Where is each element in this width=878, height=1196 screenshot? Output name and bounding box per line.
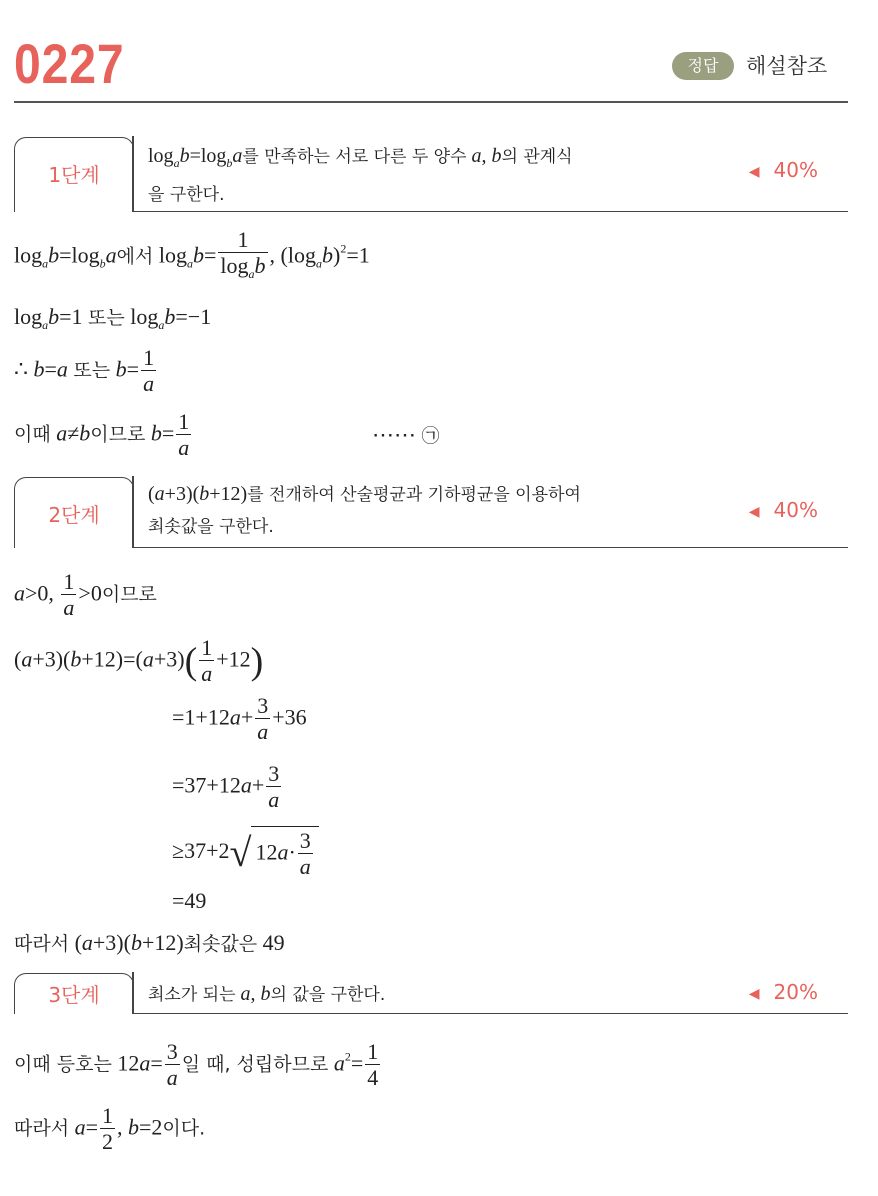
stage-1-percent: ◀ 40% — [748, 158, 818, 182]
stage-2-conclusion: 따라서 (a+3)(b+12)최솟값은 49 — [14, 930, 285, 955]
stage-1-label: 1단계 — [48, 163, 100, 187]
stage-3-percent: ◀ 20% — [748, 980, 818, 1004]
stage-divider — [14, 1013, 848, 1015]
equation-marker: ⋯⋯ ㉠ — [372, 422, 440, 447]
stage-2-line-5: ≥37+2√ 12a· $\frac{3}{a}$ — [172, 826, 319, 880]
stage-3-tab — [14, 973, 134, 1014]
stage-1-row — [14, 136, 848, 212]
stage-1-line-4: 이때 a≠b이므로 b= $\frac{1}{a}$ — [14, 409, 190, 460]
stage-3-description: 최소가 되는 a, b의 값을 구한다. — [148, 983, 386, 1005]
stage-3-line-2: 따라서 a= $\frac{1}{2}$ , b=2이다. — [14, 1103, 206, 1154]
stage-divider-vertical — [132, 972, 134, 1014]
stage-divider-vertical — [132, 136, 134, 212]
stage-1-description: $\log_ab=\log_ba$를 만족하는 서로 다른 두 양수 a, b의 관계식 을 구한다. — [148, 145, 573, 205]
stage-3-line-1: 이때 등호는 12a= $\frac{3}{a}$ 일 때, 성립하므로 $a^2=$ $\frac{1}{4}$ — [14, 1039, 379, 1090]
stage-2-line-6: =49 — [172, 888, 207, 913]
stage-2-line-4: =37+12a+ $\frac{3}{a}$ — [172, 761, 280, 812]
stage-3-row — [14, 972, 848, 1014]
stage-2-line-3: =1+12a+ $\frac{3}{a}$ +36 — [172, 693, 307, 744]
stage-1-line-3: ∴ b=a 또는 b= $\frac{1}{a}$ — [14, 345, 155, 396]
stage-divider-vertical — [132, 476, 134, 548]
left-triangle-icon: ◀ — [748, 504, 760, 520]
header-divider — [14, 101, 848, 103]
stage-divider — [14, 547, 848, 549]
stage-2-line-2: (a+3)(b+12)=(a+3)( $\frac{1}{a}$ +12) — [14, 635, 264, 686]
stage-1-line-2: $\log_ab=1$ 또는 $\log_ab=-1$ — [14, 304, 212, 332]
stage-2-row — [14, 476, 848, 548]
answer-badge: 정답 — [672, 52, 734, 80]
stage-3-label: 3단계 — [48, 983, 100, 1007]
stage-1-tab — [14, 137, 134, 212]
stage-2-description: (a+3)(b+12)를 전개하여 산술평균과 기하평균을 이용하여 최솟값을 구한다. — [148, 483, 581, 537]
stage-2-line-1: a>0, $\frac{1}{a}$ >0이므로 — [14, 569, 157, 620]
left-triangle-icon: ◀ — [748, 164, 760, 180]
stage-2-percent: ◀ 40% — [748, 498, 818, 522]
answer-reference-text: 해설참조 — [746, 54, 828, 78]
problem-number: 0227 — [14, 32, 125, 95]
stage-1-line-1: $\log_ab=\log_ba$에서 $\log_ab=$ $\frac{1}{\log_ab}$ , $(\log_ab)^2=1$ — [14, 227, 370, 281]
stage-2-tab — [14, 477, 134, 548]
left-triangle-icon: ◀ — [748, 986, 760, 1002]
stage-2-label: 2단계 — [48, 503, 100, 527]
